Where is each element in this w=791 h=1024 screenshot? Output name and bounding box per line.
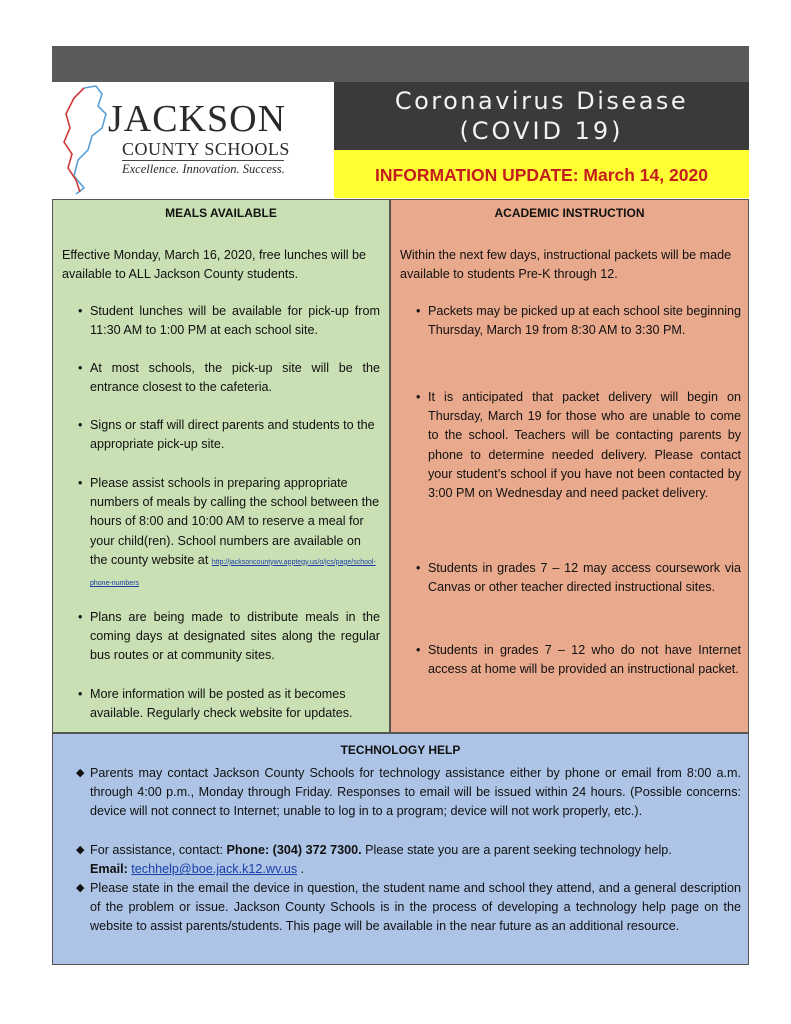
bullet-icon: • bbox=[416, 390, 421, 404]
bullet-icon: • bbox=[78, 687, 83, 701]
bullet-icon: • bbox=[416, 643, 421, 657]
list-item-text: Student lunches will be available for pick-up from 11:30 AM to 1:00 PM at each school site. bbox=[90, 304, 380, 338]
list-item bbox=[78, 302, 380, 340]
header-bar bbox=[52, 46, 749, 82]
list-item-text: At most schools, the pick-up site will be the entrance closest to the cafeteria. bbox=[90, 361, 380, 395]
list-item bbox=[78, 608, 380, 666]
bullet-icon: • bbox=[416, 561, 421, 575]
information-update-banner: INFORMATION UPDATE: March 14, 2020 bbox=[334, 150, 749, 198]
list-item bbox=[416, 302, 741, 340]
email-link[interactable]: techhelp@boe.jack.k12.wv.us bbox=[131, 862, 298, 877]
list-item-text: Parents may contact Jackson County Schools for technology assistance either by phone or email from 8:00 a.m. through 4:00 p.m., Monday through Friday. Responses to email will be issued within 24 hours. (Possible concerns: device will not connect to Internet; unable to log in to a program; device will not work properly, etc.). bbox=[90, 766, 741, 819]
bullet-icon: • bbox=[416, 304, 421, 318]
list-item-text: Please assist schools in preparing appropriate numbers of meals by calling the school between the hours of 8:00 and 10:00 AM to reserve a meal for your child(ren). School numbers are available on the county website at bbox=[90, 476, 380, 567]
list-item bbox=[78, 359, 380, 397]
list-item-text: Students in grades 7 – 12 may access coursework via Canvas or other teacher directed instructional sites. bbox=[428, 561, 741, 595]
list-item-text: It is anticipated that packet delivery will begin on Thursday, March 19 for those who are unable to come to the school. Teachers will be contacting parents by phone to determine needed delivery. Please contact your student’s school if you have not been contacted by 3:00 PM on Wednesday and need packet delivery. bbox=[428, 390, 741, 501]
email-label: Email: bbox=[90, 862, 128, 877]
bullet-icon: • bbox=[78, 418, 83, 432]
list-item bbox=[76, 879, 741, 937]
meals-intro: Effective Monday, March 16, 2020, free lunches will be available to ALL Jackson County students. bbox=[62, 248, 367, 281]
list-item-text: Signs or staff will direct parents and students to the appropriate pick-up site. bbox=[90, 418, 375, 452]
technology-help-heading: TECHNOLOGY HELP bbox=[340, 743, 461, 757]
bullet-icon: • bbox=[78, 610, 83, 624]
contact-suffix: Please state you are a parent seeking technology help. bbox=[361, 843, 672, 857]
email-after: . bbox=[297, 862, 305, 877]
logo-name-line1: JACKSON bbox=[108, 98, 287, 140]
diamond-bullet-icon: ◆ bbox=[76, 844, 85, 856]
title-banner bbox=[334, 82, 749, 150]
contact-prefix: For assistance, contact: bbox=[90, 843, 227, 857]
academic-heading: ACADEMIC INSTRUCTION bbox=[494, 206, 645, 220]
list-item-text: Packets may be picked up at each school site beginning Thursday, March 19 from 8:30 AM to 3:30 PM. bbox=[428, 304, 741, 338]
logo-name-line2: COUNTY SCHOOLS bbox=[122, 139, 290, 159]
list-item bbox=[78, 416, 380, 454]
school-phone-numbers-link[interactable]: http://jacksoncountywv.apptegy.us/o/jcs/page/school-phone-numbers bbox=[90, 558, 376, 588]
title-line2: (COVID 19) bbox=[459, 117, 624, 145]
phone-number: Phone: (304) 372 7300. bbox=[226, 843, 362, 857]
diamond-bullet-icon: ◆ bbox=[76, 767, 85, 779]
title-line1: Coronavirus Disease bbox=[394, 87, 689, 115]
bullet-icon: • bbox=[78, 361, 83, 375]
logo-tagline: Excellence. Innovation. Success. bbox=[122, 162, 285, 176]
list-item bbox=[76, 764, 741, 822]
meals-heading: MEALS AVAILABLE bbox=[165, 206, 277, 220]
school-logo bbox=[52, 82, 334, 198]
bullet-icon: • bbox=[78, 476, 83, 490]
list-item-text: More information will be posted as it becomes available. Regularly check website for updates. bbox=[90, 687, 353, 721]
list-item-text: Plans are being made to distribute meals in the coming days at designated sites along the regular bus routes or at community sites. bbox=[90, 610, 380, 663]
logo-divider bbox=[122, 160, 284, 161]
academic-section bbox=[390, 199, 749, 733]
list-item bbox=[78, 685, 380, 723]
list-item bbox=[78, 474, 380, 593]
meals-section bbox=[52, 199, 390, 733]
bullet-icon: • bbox=[78, 304, 83, 318]
diamond-bullet-icon: ◆ bbox=[76, 882, 85, 894]
list-item bbox=[416, 641, 741, 679]
list-item-text: Please state in the email the device in question, the student name and school they attend, and a general description of the problem or issue. Jackson County Schools is in the process of developing a technology help page on the website to assist parents/students. This page will be available in the near future as an additional resource. bbox=[90, 881, 741, 934]
list-item bbox=[416, 388, 741, 503]
list-item bbox=[76, 841, 741, 879]
academic-intro: Within the next few days, instructional packets will be made available to students Pre-K through 12. bbox=[400, 248, 732, 281]
technology-help-section bbox=[52, 733, 749, 965]
list-item-text: Students in grades 7 – 12 who do not have Internet access at home will be provided an instructional packet. bbox=[428, 643, 741, 677]
list-item bbox=[416, 559, 741, 597]
